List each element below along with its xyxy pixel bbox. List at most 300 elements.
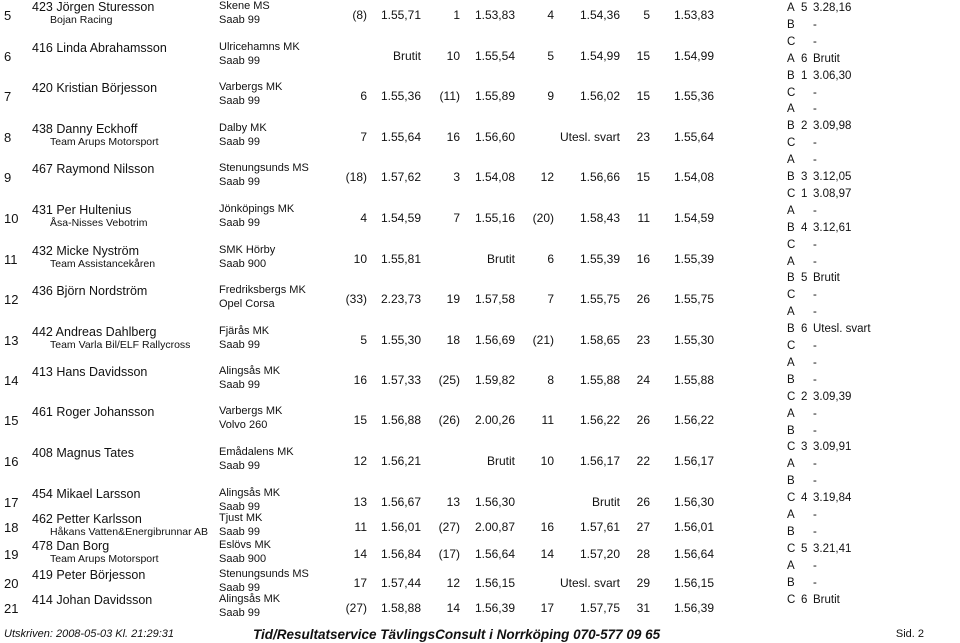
run-rank: 19 xyxy=(446,292,460,306)
run-time: 1.55,39 xyxy=(673,252,714,266)
heat-time: - xyxy=(813,306,817,319)
start-number: 431 xyxy=(32,203,53,217)
run-time: 1.53,83 xyxy=(474,8,515,22)
placement: 11 xyxy=(4,252,18,267)
heat-group: B xyxy=(787,424,795,437)
heat-time: - xyxy=(813,86,817,99)
heat-result-line xyxy=(787,138,817,150)
heat-time: Brutit xyxy=(813,272,840,285)
heat-time: 3.28,16 xyxy=(813,2,852,14)
run-rank: (27) xyxy=(345,601,367,615)
run-time: 1.56,39 xyxy=(673,601,714,615)
run-time: 1.56,30 xyxy=(673,495,714,509)
placement: 12 xyxy=(4,292,19,307)
run-rank: 7 xyxy=(360,130,367,144)
driver-name: Björn Nordström xyxy=(56,284,148,298)
driver-number-and-name xyxy=(32,204,131,217)
run-time: 1.56,66 xyxy=(579,170,620,184)
run-rank: 10 xyxy=(446,49,460,63)
car-model: Saab 99 xyxy=(219,460,260,472)
run-rank: 17 xyxy=(353,576,367,590)
heat-result-line xyxy=(787,155,817,167)
run-rank: 15 xyxy=(636,49,650,63)
heat-group: C xyxy=(787,441,796,454)
run-rank: 14 xyxy=(540,547,554,561)
heat-time: 3.09,91 xyxy=(813,441,852,454)
run-time: Brutit xyxy=(486,252,515,266)
run-time: 2.00,26 xyxy=(474,413,515,427)
heat-result-line xyxy=(787,240,817,252)
heat-result-line xyxy=(787,544,851,556)
run-rank: 28 xyxy=(636,547,650,561)
club-name: Eslövs MK xyxy=(219,539,271,551)
heat-time: 3.08,97 xyxy=(813,187,852,200)
heat-number: 1 xyxy=(801,69,808,82)
heat-time: - xyxy=(813,576,817,589)
driver-number-and-name xyxy=(32,488,140,501)
driver-number-and-name xyxy=(32,366,147,379)
driver-name: Danny Eckhoff xyxy=(56,122,138,136)
heat-result-line xyxy=(787,223,851,235)
driver-number-and-name xyxy=(32,42,167,55)
heat-group: C xyxy=(787,390,796,403)
driver-number-and-name xyxy=(32,569,145,582)
team-name: Team Varla Bil/ELF Rallycross xyxy=(50,339,191,351)
run-time: 1.56,22 xyxy=(673,413,714,427)
run-rank: 4 xyxy=(360,211,367,225)
heat-time: 3.09,39 xyxy=(813,390,852,403)
start-number: 442 xyxy=(32,325,53,339)
heat-group: B xyxy=(787,18,795,31)
heat-time: 3.21,41 xyxy=(813,542,852,555)
run-rank: 24 xyxy=(636,373,650,387)
heat-group: C xyxy=(787,238,796,251)
run-rank: (33) xyxy=(345,292,367,306)
heat-time: - xyxy=(813,424,817,437)
heat-result-line xyxy=(787,121,851,133)
heat-time: - xyxy=(813,373,817,386)
heat-time: - xyxy=(813,559,817,572)
placement: 17 xyxy=(4,495,19,510)
placement: 19 xyxy=(4,547,19,562)
team-name: Team Arups Motorsport xyxy=(50,136,159,148)
heat-result-line xyxy=(787,358,817,370)
club-name: SMK Hörby xyxy=(219,244,276,256)
start-number: 461 xyxy=(32,405,53,419)
club-name: Varbergs MK xyxy=(219,81,283,93)
heat-time: - xyxy=(813,255,817,268)
run-rank: (18) xyxy=(345,170,367,184)
run-rank: 13 xyxy=(446,495,460,509)
run-time: 1.56,64 xyxy=(673,547,714,561)
run-time: 1.56,22 xyxy=(579,413,620,427)
run-time: Brutit xyxy=(591,495,620,509)
driver-number-and-name xyxy=(32,1,154,14)
driver-name: Peter Börjesson xyxy=(56,568,146,582)
heat-result-line xyxy=(787,341,817,353)
run-time: 1.54,59 xyxy=(380,211,421,225)
heat-time: - xyxy=(813,458,817,471)
club-name: Emådalens MK xyxy=(219,446,294,458)
run-time: 1.55,36 xyxy=(380,89,421,103)
heat-group: B xyxy=(787,525,795,538)
heat-result-line xyxy=(787,595,840,607)
driver-number-and-name xyxy=(32,540,109,553)
run-time: 1.57,44 xyxy=(380,576,421,590)
heat-result-line xyxy=(787,442,851,454)
heat-result-line xyxy=(787,459,817,471)
run-time: 1.55,81 xyxy=(380,252,421,266)
run-time: Brutit xyxy=(392,49,421,63)
run-time: 1.54,36 xyxy=(579,8,620,22)
start-number: 423 xyxy=(32,0,53,14)
heat-time: 3.06,30 xyxy=(813,69,852,82)
driver-number-and-name xyxy=(32,123,137,136)
driver-number-and-name xyxy=(32,82,157,95)
car-model: Saab 99 xyxy=(219,582,260,594)
run-rank: 27 xyxy=(636,520,650,534)
run-time: 1.55,64 xyxy=(380,130,421,144)
run-rank: 22 xyxy=(636,454,650,468)
page-footer xyxy=(0,627,960,641)
club-name: Dalby MK xyxy=(219,122,267,134)
heat-group: A xyxy=(787,103,795,116)
club-name: Alingsås MK xyxy=(219,487,281,499)
driver-number-and-name xyxy=(32,245,139,258)
run-rank: 5 xyxy=(643,8,650,22)
heat-time: - xyxy=(813,35,817,48)
car-model: Saab 99 xyxy=(219,136,260,148)
placement: 14 xyxy=(4,373,19,388)
driver-number-and-name xyxy=(32,163,154,176)
run-time: 1.56,64 xyxy=(474,547,515,561)
run-time: 1.57,75 xyxy=(579,601,620,615)
run-rank: 6 xyxy=(360,89,367,103)
heat-group: C xyxy=(787,542,796,555)
run-time: 1.57,33 xyxy=(380,373,421,387)
placement: 13 xyxy=(4,333,19,348)
placement: 8 xyxy=(4,130,12,145)
run-rank: 10 xyxy=(353,252,367,266)
run-rank: 23 xyxy=(636,130,650,144)
team-name: Team Arups Motorsport xyxy=(50,553,159,565)
heat-group: A xyxy=(787,407,795,420)
run-time: 1.55,89 xyxy=(474,89,515,103)
car-model: Opel Corsa xyxy=(219,298,275,310)
heat-number: 2 xyxy=(801,390,808,403)
heat-time: - xyxy=(813,475,817,488)
heat-number: 1 xyxy=(801,187,808,200)
club-name: Stenungsunds MS xyxy=(219,568,309,580)
club-name: Tjust MK xyxy=(219,512,263,524)
start-number: 467 xyxy=(32,162,53,176)
team-name: Team Assistancekåren xyxy=(50,258,156,270)
heat-group: A xyxy=(787,52,795,65)
start-number: 438 xyxy=(32,122,53,136)
heat-group: C xyxy=(787,35,796,48)
car-model: Saab 99 xyxy=(219,176,260,188)
heat-group: C xyxy=(787,137,796,150)
run-time: 1.59,82 xyxy=(474,373,515,387)
heat-result-line xyxy=(787,189,851,201)
heat-number: 2 xyxy=(801,120,808,133)
run-time: 1.55,64 xyxy=(673,130,714,144)
heat-group: A xyxy=(787,458,795,471)
heat-group: C xyxy=(787,593,796,606)
club-name: Alingsås MK xyxy=(219,593,281,605)
driver-name: Mikael Larsson xyxy=(56,487,141,501)
run-time: 1.55,39 xyxy=(579,252,620,266)
start-number: 478 xyxy=(32,539,53,553)
driver-number-and-name xyxy=(32,513,142,526)
heat-time: - xyxy=(813,407,817,420)
heat-result-line xyxy=(787,273,840,285)
run-rank: (21) xyxy=(532,333,554,347)
heat-time: 3.12,05 xyxy=(813,171,852,183)
heat-result-line xyxy=(787,54,840,66)
heat-result-line xyxy=(787,409,817,421)
heat-group: C xyxy=(787,86,796,99)
heat-group: A xyxy=(787,255,795,268)
heat-time: - xyxy=(813,18,817,31)
run-time: 1.55,16 xyxy=(474,211,515,225)
driver-name: Micke Nyström xyxy=(56,244,139,258)
car-model: Saab 99 xyxy=(219,95,260,107)
driver-name: Andreas Dahlberg xyxy=(55,325,157,339)
heat-group: B xyxy=(787,221,795,234)
driver-name: Johan Davidsson xyxy=(56,593,153,607)
run-time: 1.56,60 xyxy=(474,130,515,144)
driver-number-and-name xyxy=(32,447,134,460)
heat-group: B xyxy=(787,373,795,386)
run-time: 1.56,30 xyxy=(474,495,515,509)
start-number: 454 xyxy=(32,487,53,501)
run-time: 1.54,59 xyxy=(673,211,714,225)
club-name: Fjärås MK xyxy=(219,325,270,337)
car-model: Saab 99 xyxy=(219,607,260,619)
run-rank: 5 xyxy=(360,333,367,347)
run-time: 1.54,08 xyxy=(474,170,515,184)
heat-group: C xyxy=(787,492,796,505)
run-time: 1.55,88 xyxy=(579,373,620,387)
run-rank: 8 xyxy=(547,373,554,387)
heat-number: 6 xyxy=(801,52,808,65)
page-number: Sid. 2 xyxy=(895,628,924,640)
heat-result-line xyxy=(787,561,817,573)
club-name: Varbergs MK xyxy=(219,405,283,417)
run-time: Brutit xyxy=(486,454,515,468)
run-rank: 14 xyxy=(353,547,367,561)
placement: 18 xyxy=(4,520,19,535)
run-time: 1.56,39 xyxy=(474,601,515,615)
heat-group: A xyxy=(787,2,795,14)
heat-number: 3 xyxy=(801,441,808,454)
heat-result-line xyxy=(787,426,817,438)
run-time: 1.55,75 xyxy=(673,292,714,306)
team-name: Håkans Vatten&Energibrunnar AB xyxy=(50,526,208,538)
heat-time: Brutit xyxy=(813,52,840,65)
heat-result-line xyxy=(787,206,817,218)
heat-time: - xyxy=(813,340,817,352)
start-number: 408 xyxy=(32,446,53,460)
run-rank: 11 xyxy=(354,520,367,534)
run-rank: 16 xyxy=(446,130,460,144)
heat-result-line xyxy=(787,493,851,505)
heat-group: A xyxy=(787,559,795,572)
heat-number: 4 xyxy=(801,492,808,505)
start-number: 419 xyxy=(32,568,53,582)
run-rank: (11) xyxy=(439,89,460,103)
run-time: 1.55,88 xyxy=(673,373,714,387)
heat-time: - xyxy=(813,154,817,167)
placement: 15 xyxy=(4,413,19,428)
driver-name: Kristian Börjesson xyxy=(56,81,158,95)
heat-result-line xyxy=(787,37,817,49)
run-rank: 26 xyxy=(636,413,650,427)
placement: 9 xyxy=(4,170,12,185)
run-rank: 31 xyxy=(636,601,650,615)
run-time: 1.56,15 xyxy=(474,576,515,590)
placement: 5 xyxy=(4,8,12,23)
start-number: 414 xyxy=(32,593,53,607)
run-time: 1.56,17 xyxy=(579,454,620,468)
run-rank: 23 xyxy=(636,333,650,347)
heat-group: B xyxy=(787,323,795,336)
car-model: Saab 99 xyxy=(219,379,260,391)
run-rank: 6 xyxy=(547,252,554,266)
run-time: 2.00,87 xyxy=(474,520,515,534)
heat-group: A xyxy=(787,154,795,167)
placement: 7 xyxy=(4,89,12,104)
heat-group: B xyxy=(787,120,795,133)
heat-result-line xyxy=(787,257,817,269)
car-model: Saab 99 xyxy=(219,55,260,67)
heat-time: - xyxy=(813,356,817,369)
run-rank: 15 xyxy=(636,170,650,184)
run-time: 1.54,99 xyxy=(673,49,714,63)
run-rank: 7 xyxy=(453,211,460,225)
heat-time: - xyxy=(813,204,817,217)
run-time: 1.56,15 xyxy=(673,576,714,590)
heat-result-line xyxy=(787,290,817,302)
driver-number-and-name xyxy=(32,406,154,419)
start-number: 413 xyxy=(32,365,53,379)
heat-group: B xyxy=(787,576,795,589)
heat-result-line xyxy=(787,375,817,387)
run-rank: (26) xyxy=(438,413,460,427)
run-time: 1.56,88 xyxy=(380,413,421,427)
car-model: Volvo 260 xyxy=(219,419,268,431)
heat-result-line xyxy=(787,88,817,100)
heat-time: Brutit xyxy=(813,593,840,606)
run-time: 1.57,61 xyxy=(579,520,620,534)
club-name: Alingsås MK xyxy=(219,365,281,377)
start-number: 436 xyxy=(32,284,53,298)
run-rank: 16 xyxy=(353,373,367,387)
heat-result-line xyxy=(787,578,817,590)
run-rank: 3 xyxy=(453,170,460,184)
run-rank: 9 xyxy=(547,89,554,103)
heat-result-line xyxy=(787,172,851,184)
run-rank: 12 xyxy=(353,454,367,468)
start-number: 416 xyxy=(32,41,53,55)
heat-group: A xyxy=(787,356,795,369)
heat-group: B xyxy=(787,475,795,488)
driver-number-and-name xyxy=(32,594,152,607)
driver-name: Roger Johansson xyxy=(56,405,155,419)
heat-group: C xyxy=(787,289,796,302)
run-time: 1.55,54 xyxy=(474,49,515,63)
heat-group: B xyxy=(787,69,795,82)
car-model: Saab 900 xyxy=(219,258,267,270)
timing-service-credit: Tid/Resultatservice TävlingsConsult i Norrköping 070-577 09 65 xyxy=(253,627,661,642)
driver-number-and-name xyxy=(32,285,147,298)
heat-result-line xyxy=(787,527,817,539)
car-model: Saab 900 xyxy=(219,553,267,565)
heat-result-line xyxy=(787,324,871,336)
heat-group: A xyxy=(787,204,795,217)
run-rank: 10 xyxy=(540,454,554,468)
heat-number: 6 xyxy=(801,323,808,336)
run-time: 1.56,02 xyxy=(579,89,620,103)
run-rank: 12 xyxy=(446,576,460,590)
run-rank: 16 xyxy=(540,520,554,534)
run-time: 1.56,69 xyxy=(474,333,515,347)
run-rank: 29 xyxy=(636,576,650,590)
run-time: 1.57,62 xyxy=(380,170,421,184)
run-rank: (8) xyxy=(352,8,367,22)
heat-time: - xyxy=(813,525,817,538)
run-time: 1.56,01 xyxy=(673,520,714,534)
heat-result-line xyxy=(787,307,817,319)
car-model: Saab 99 xyxy=(219,14,260,26)
club-name: Skene MS xyxy=(219,0,270,12)
run-time: 1.55,36 xyxy=(673,89,714,103)
run-time: 1.55,75 xyxy=(579,292,620,306)
driver-name: Petter Karlsson xyxy=(56,512,142,526)
heat-time: - xyxy=(813,509,817,521)
run-time: 1.58,65 xyxy=(579,333,620,347)
heat-time: - xyxy=(813,137,817,150)
run-rank: 13 xyxy=(353,495,367,509)
run-time: 1.58,43 xyxy=(579,211,620,225)
run-time: 1.55,30 xyxy=(673,333,714,347)
run-time: Utesl. svart xyxy=(559,130,620,144)
heat-number: 5 xyxy=(801,542,808,555)
placement: 21 xyxy=(4,601,19,616)
run-rank: 7 xyxy=(547,292,554,306)
run-time: 1.54,08 xyxy=(673,170,714,184)
club-name: Fredriksbergs MK xyxy=(219,284,306,296)
club-name: Jönköpings MK xyxy=(219,203,295,215)
run-time: Utesl. svart xyxy=(559,576,620,590)
heat-time: - xyxy=(813,103,817,116)
run-time: 1.57,20 xyxy=(579,547,620,561)
placement: 6 xyxy=(4,49,12,64)
car-model: Saab 99 xyxy=(219,526,260,538)
start-number: 432 xyxy=(32,244,53,258)
run-time: 2.23,73 xyxy=(380,292,421,306)
run-rank: 15 xyxy=(636,89,650,103)
run-time: 1.55,30 xyxy=(380,333,421,347)
run-rank: 17 xyxy=(540,601,554,615)
heat-result-line xyxy=(787,71,851,83)
car-model: Saab 99 xyxy=(219,339,260,351)
run-rank: 18 xyxy=(446,333,460,347)
start-number: 420 xyxy=(32,81,53,95)
heat-number: 6 xyxy=(801,593,808,606)
run-rank: (20) xyxy=(532,211,554,225)
